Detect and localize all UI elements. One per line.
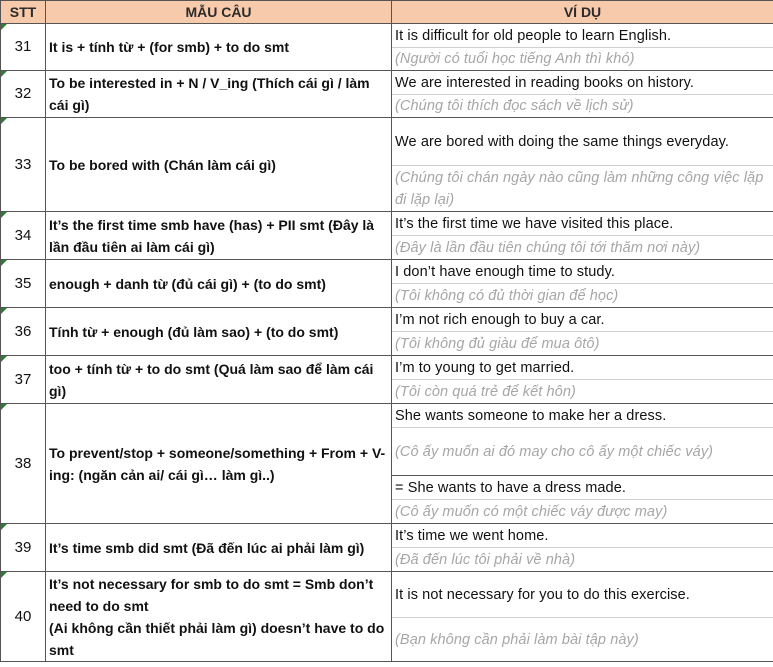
example-vietnamese: (Cô ấy muốn ai đó may cho cô ấy một chiếc váy) <box>392 428 773 476</box>
example-vietnamese: (Tôi không đủ giàu để mua ôtô) <box>392 332 773 356</box>
example-vietnamese: (Chúng tôi chán ngày nào cũng làm những công việc lặp đi lặp lại) <box>392 166 773 212</box>
table-row <box>1 24 773 48</box>
pattern-cell: It’s time smb did smt (Đã đến lúc ai phải làm gì) <box>46 524 392 572</box>
table-row <box>1 212 773 236</box>
example-vietnamese: (Tôi không có đủ thời gian để học) <box>392 284 773 308</box>
pattern-cell: Tính từ + enough (đủ làm sao) + (to do smt) <box>46 308 392 356</box>
pattern-cell: too + tính từ + to do smt (Quá làm sao để làm cái gì) <box>46 356 392 404</box>
pattern-cell: It’s the first time smb have (has) + PII smt (Đây là lần đầu tiên ai làm cái gì) <box>46 212 392 260</box>
header-pattern: MẪU CÂU <box>46 1 392 24</box>
example-vietnamese: (Cô ấy muốn có một chiếc váy được may) <box>392 500 773 524</box>
example-vietnamese: (Bạn không cần phải làm bài tập này) <box>392 618 773 662</box>
example-english: We are bored with doing the same things everyday. <box>392 118 773 166</box>
table-row <box>1 524 773 548</box>
row-number: 33 <box>1 118 46 212</box>
header-stt: STT <box>1 1 46 24</box>
pattern-cell: To be interested in + N / V_ing (Thích cái gì / làm cái gì) <box>46 71 392 118</box>
table-row <box>1 572 773 618</box>
pattern-line: It’s not necessary for smb to do smt = Smb don’t need to do smt <box>49 575 374 614</box>
row-number: 39 <box>1 524 46 572</box>
pattern-cell: It is + tính từ + (for smb) + to do smt <box>46 24 392 71</box>
example-vietnamese: (Chúng tôi thích đọc sách về lịch sử) <box>392 95 773 118</box>
example-vietnamese: (Tôi còn quá trẻ để kết hôn) <box>392 380 773 404</box>
example-english: It is not necessary for you to do this exercise. <box>392 572 773 618</box>
example-vietnamese: (Đây là lần đầu tiên chúng tôi tới thăm nơi này) <box>392 236 773 260</box>
row-number: 32 <box>1 71 46 118</box>
pattern-cell <box>46 572 392 662</box>
table-row <box>1 356 773 380</box>
header-example: VÍ DỤ <box>392 1 773 24</box>
example-english: It’s time we went home. <box>392 524 773 548</box>
pattern-line: (Ai không cần thiết phải làm gì) doesn’t have to do smt <box>49 619 385 658</box>
row-number: 40 <box>1 572 46 662</box>
pattern-cell: To prevent/stop + someone/something + From + V-ing: (ngăn cản ai/ cái gì… làm gì..) <box>46 404 392 524</box>
row-number: 38 <box>1 404 46 524</box>
example-vietnamese: (Đã đến lúc tôi phải về nhà) <box>392 548 773 572</box>
row-number: 36 <box>1 308 46 356</box>
table-row <box>1 118 773 166</box>
example-english: We are interested in reading books on history. <box>392 71 773 95</box>
example-vietnamese: (Người có tuổi học tiếng Anh thì khó) <box>392 48 773 71</box>
table-row <box>1 404 773 428</box>
row-number: 37 <box>1 356 46 404</box>
table-header-row <box>1 1 773 24</box>
example-english: I’m to young to get married. <box>392 356 773 380</box>
row-number: 31 <box>1 24 46 71</box>
example-english: I don’t have enough time to study. <box>392 260 773 284</box>
row-number: 34 <box>1 212 46 260</box>
example-english: = She wants to have a dress made. <box>392 476 773 500</box>
example-english: It is difficult for old people to learn English. <box>392 24 773 48</box>
table-row <box>1 71 773 95</box>
row-number: 35 <box>1 260 46 308</box>
table-row <box>1 260 773 284</box>
example-english: She wants someone to make her a dress. <box>392 404 773 428</box>
example-english: I’m not rich enough to buy a car. <box>392 308 773 332</box>
table-row <box>1 308 773 332</box>
pattern-cell: To be bored with (Chán làm cái gì) <box>46 118 392 212</box>
pattern-cell: enough + danh từ (đủ cái gì) + (to do smt) <box>46 260 392 308</box>
example-english: It’s the first time we have visited this place. <box>392 212 773 236</box>
